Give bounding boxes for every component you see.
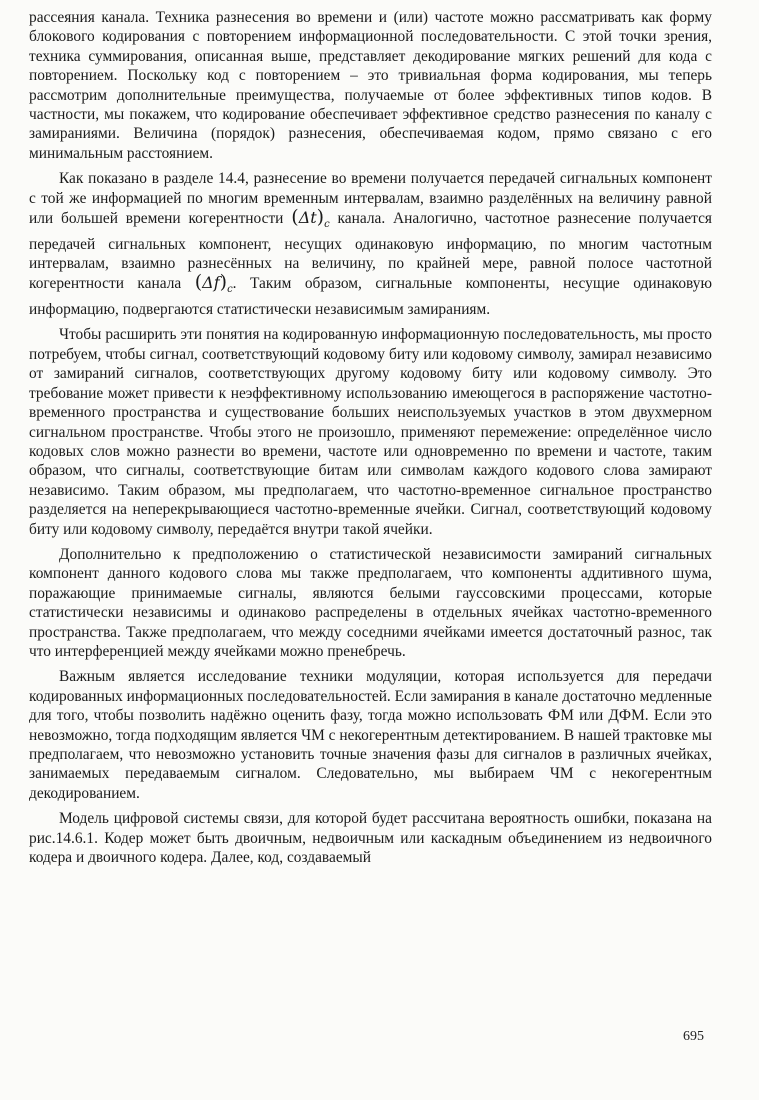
paragraph-6: Модель цифровой системы связи, для которой будет рассчитана вероятность ошибки, показана на рис.14.6.1. Кодер может быть двоичным, недвоичным или каскадным объединением из недвоичного кодера и двоичного кодера. Далее, код, создаваемый bbox=[29, 810, 712, 867]
coherence-time-symbol: Δt bbox=[298, 208, 317, 228]
paragraph-3: Чтобы расширить эти понятия на кодированную информационную последовательность, мы просто потребуем, чтобы сигнал, соответствующий кодовому биту или кодовому символу, замирал независимо от замираний сигналов, соответствующих другому кодовому биту или кодовому символу. Это требование может привести к неэффективному использованию имеющегося в распоряжение частотно-временного пространства и существование больших неиспользуемых участков в этом двухмерном сигнальном пространстве. Чтобы этого не произошло, применяют перемежение: определённое число кодовых слов можно разнести во времени, частоте или одновременно по времени и частоте, таким образом, что сигналы, соответствующие битам или символам каждого кодового слова замирают независимо. Таким образом, мы предполагаем, что частотно-временное сигнальное пространство разделяется на неперекрывающиеся частотно-временные ячейки. Сигнал, соответствующий кодовому биту или кодовому символу, передаётся внутри такой ячейки. bbox=[29, 326, 712, 538]
page-body bbox=[29, 8, 712, 873]
paragraph-2-text-2: канала. Аналогично, частотное разнесение получается передачей сигнальных компонент, несущих одинаковую информацию, по многим частотным интервалам, взаимно разнесённых на величину, по крайней мере, равной полосе частотной когерентности канала bbox=[29, 210, 712, 293]
coherence-bandwidth-symbol: Δf bbox=[202, 273, 220, 293]
coherence-bandwidth-formula: $(\Delta f)_c$ bbox=[194, 271, 233, 296]
paragraph-2-text-3: . Таким образом, сигнальные компоненты, несущие одинаковую информацию, подвергаются статистически независимым замираниям. bbox=[29, 275, 712, 319]
paragraph-1: рассеяния канала. Техника разнесения во времени и (или) частоте можно рассматривать как форму блокового кодирования с повторением информационной последовательности. С этой точки зрения, техника суммирования, описанная выше, представляет декодирование мягких решений для кода с повторением. Поскольку код с повторением – это тривиальная форма кодирования, мы теперь рассмотрим дополнительные преимущества, получаемые от более эффективных типов кодов. В частности, мы покажем, что кодирование обеспечивает эффективное средство разнесения по каналу с замираниями. Величина (порядок) разнесения, обеспечиваемая кодом, прямо связано с его минимальным расстоянием. bbox=[29, 9, 712, 162]
page-number: 695 bbox=[683, 1029, 704, 1044]
coherence-bandwidth-subscript: c bbox=[227, 284, 233, 296]
coherence-time-subscript: c bbox=[324, 219, 330, 231]
paragraph-4: Дополнительно к предположению о статистической независимости замираний сигнальных компонент данного кодового слова мы также предполагаем, что компоненты аддитивного шума, поражающие принимаемые сигналы, являются белыми гауссовскими процессами, которые статистически независимы и одинаково распределены в отдельных ячейках частотно-временного пространства. Также предполагаем, что между соседними ячейками имеется достаточный разнос, так что интерференцией между ячейками можно пренебречь. bbox=[29, 545, 712, 660]
paragraph-2-text-1: Как показано в разделе 14.4, разнесение во времени получается передачей сигнальных компонент с той же информацией по многим временным интервалам, взаимно разделённых на величину равной или большей времени когерентности bbox=[29, 170, 712, 228]
paragraph-5: Важным является исследование техники модуляции, которая используется для передачи кодированных информационных последовательностей. Если замирания в канале достаточно медленные для того, чтобы позволить надёжно оценить фазу, тогда можно использовать ФМ или ДФМ. Если это невозможно, тогда подходящим является ЧМ с некогерентным детектированием. В нашей трактовке мы предполагаем, что невозможно установить точные значения фазы для сигналов в различных ячейках, занимаемых передаваемым сигналом. Следовательно, мы выбираем ЧМ с некогерентным декодированием. bbox=[29, 668, 712, 802]
paragraph-2 bbox=[29, 169, 712, 319]
coherence-time-formula: $(\Delta t)_c$ bbox=[291, 206, 330, 231]
